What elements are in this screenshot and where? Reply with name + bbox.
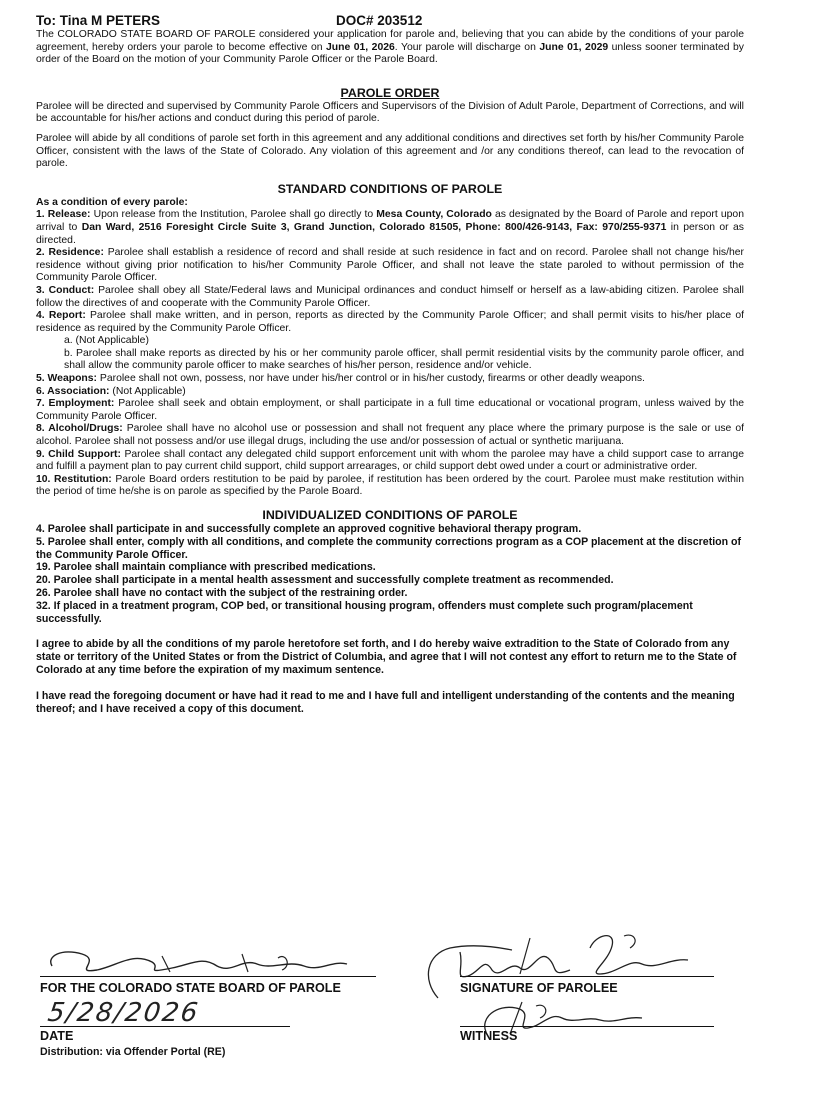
list-item: 26. Parolee shall have no contact with the subject of the restraining order. bbox=[36, 586, 408, 599]
list-item: 19. Parolee shall maintain compliance with prescribed medications. bbox=[36, 561, 376, 574]
discharge-date: June 01, 2029 bbox=[539, 41, 609, 53]
parole-document bbox=[36, 12, 744, 715]
condition-report: 4. Report: Parolee shall make written, and in person, reports as directed by the Community Parole Officer; and shall permit visits to his/her place of residence as required by the Community Parole Officer. bbox=[36, 310, 744, 334]
recipient-name: Tina M PETERS bbox=[59, 13, 161, 28]
signed-date: 5/28/2026 bbox=[45, 998, 202, 1028]
parole-order-p1: Parolee will be directed and supervised by Community Parole Officers and Supervisors of the Division of Adult Parole, Department of Corrections, and will be accountable for his/her actions and conduct during this period of parole. bbox=[36, 100, 744, 125]
parolee-signature-line bbox=[460, 976, 714, 977]
condition-employment: 7. Employment: Parolee shall seek and obtain employment, or shall participate in a full time educational or vocational program, unless waived by the Community Parole Officer. bbox=[36, 398, 745, 422]
list-item: 5. Parolee shall enter, comply with all conditions, and complete the community corrections program as a COP placement at the discretion of the Community Parole Officer. bbox=[36, 535, 742, 561]
signature-area bbox=[36, 948, 744, 1068]
condition-conduct: 3. Conduct: Parolee shall obey all State/Federal laws and Municipal ordinances and conduct himself or herself as a law-abiding citizen. Parolee shall follow the directives of and cooperate with the Community Parole Officer. bbox=[36, 284, 744, 309]
list-item: 32. If placed in a treatment program, COP bed, or transitional housing program, offenders must complete such program/placement successfully. bbox=[36, 599, 693, 625]
understanding-statement: I have read the foregoing document or have had it read to me and I have full and intelligent understanding of the contents and the meaning thereof; and I have received a copy of this document. bbox=[36, 689, 735, 715]
condition-report-b: b. Parolee shall make reports as directed by his or her community parole officer, shall permit residential visits by the community parole officer, and shall allow the community parole officer to make searches of his/her person, residence and/or vehicle. bbox=[64, 347, 744, 372]
recipient bbox=[36, 12, 336, 29]
parolee-signature-label: SIGNATURE OF PAROLEE bbox=[460, 981, 618, 995]
document-header bbox=[36, 12, 744, 29]
standard-conditions-title: STANDARD CONDITIONS OF PAROLE bbox=[277, 181, 503, 196]
effective-date: June 01, 2026 bbox=[326, 41, 395, 53]
to-label: To: bbox=[36, 13, 56, 28]
list-item: 20. Parolee shall participate in a mental health assessment and successfully complete treatment as recommended. bbox=[36, 574, 614, 587]
condition-alcohol-drugs: 8. Alcohol/Drugs: Parolee shall have no alcohol use or possession and shall not frequent any place where the primary purpose is the sale or use of alcohol. Parolee shall not possess and/or use illegal drugs, including the use and/or possession of actual or synthetic marijuana. bbox=[36, 423, 744, 448]
standard-lead: As a condition of every parole: bbox=[36, 196, 188, 208]
list-item: 4. Parolee shall participate in and successfully complete an approved cognitive behavioral therapy program. bbox=[36, 523, 582, 535]
condition-weapons: 5. Weapons: Parolee shall not own, possess, nor have under his/her control or in his/her custody, firearms or other deadly weapons. bbox=[36, 373, 645, 385]
doc-number bbox=[336, 12, 422, 29]
witness-line bbox=[460, 1026, 714, 1027]
condition-residence: 2. Residence: Parolee shall establish a residence of record and shall reside at such residence in fact and on record. Parolee shall not change his/her residence without giving prior notification to his/her Community Parole Officer, and shall not leave the state paroled to without permission of the Community Parole Officer. bbox=[36, 247, 744, 284]
extradition-agreement: I agree to abide by all the conditions of my parole heretofore set forth, and I do hereby waive extradition to the State of Colorado from any state or territory of the United States or from the District of Columbia, and agree that I will not contest any effort to return me to the State of Colorado at any time before the expiration of my maximum sentence. bbox=[36, 638, 737, 676]
parole-officer-contact: Dan Ward, 2516 Foresight Circle Suite 3, Grand Junction, Colorado 81505, Phone: 800/426-9143, Fax: 970/255-9371 bbox=[81, 221, 667, 233]
condition-child-support: 9. Child Support: Parolee shall contact any delegated child support enforcement unit with whom the parolee may have a child support case to arrange and fulfill a payment plan to pay current child support, child support arrearages, or child support debt owed under a court or administrative order. bbox=[36, 448, 744, 473]
individualized-conditions-list bbox=[36, 523, 744, 625]
parole-order-title: PAROLE ORDER bbox=[340, 85, 440, 100]
doc-label: DOC# bbox=[336, 13, 374, 28]
date-line bbox=[40, 1026, 290, 1027]
date-label: DATE bbox=[40, 1029, 74, 1043]
board-signature bbox=[42, 944, 372, 980]
individualized-conditions-title: INDIVIDUALIZED CONDITIONS OF PAROLE bbox=[262, 508, 518, 522]
condition-release: 1. Release: Upon release from the Institution, Parolee shall go directly to Mesa County, Colorado as designated by the Board of Parole and report upon arrival to Dan Ward, 2516 Foresight Circle Suite 3, Grand Junction, Colorado 81505, Phone: 800/426-9143, Fax: 970/255-9371 in person or as directed. bbox=[36, 209, 744, 246]
doc-number-value: 203512 bbox=[377, 13, 423, 28]
condition-association: 6. Association: (Not Applicable) bbox=[36, 385, 186, 397]
parole-order-p2: Parolee will abide by all conditions of parole set forth in this agreement and any additional conditions and directives set forth by his/her Community Parole Officer, consistent with the laws of the State of Colorado. Any violation of this agreement and /or any conditions thereof, can lead to the revocation of parole. bbox=[36, 132, 744, 170]
board-signature-line bbox=[40, 976, 376, 977]
board-signature-label: FOR THE COLORADO STATE BOARD OF PAROLE bbox=[40, 981, 341, 995]
condition-restitution: 10. Restitution: Parole Board orders restitution to be paid by parolee, if restitution has been ordered by the court. Parolee must make restitution within the period of time he/she is on parole as specified by the Parole Board. bbox=[36, 473, 744, 498]
condition-report-a: a. (Not Applicable) bbox=[64, 335, 149, 347]
release-county: Mesa County, Colorado bbox=[376, 209, 492, 221]
distribution-note: Distribution: via Offender Portal (RE) bbox=[40, 1046, 226, 1058]
intro-paragraph: The COLORADO STATE BOARD OF PAROLE considered your application for parole and, believing that you can abide by the conditions of your parole agreement, hereby orders your parole to become effective on June 01, 2026. Your parole will discharge on June 01, 2029 unless sooner terminated by order of the Board on the motion of your Community Parole Officer or the Parole Board. bbox=[36, 29, 744, 66]
witness-label: WITNESS bbox=[460, 1029, 518, 1043]
